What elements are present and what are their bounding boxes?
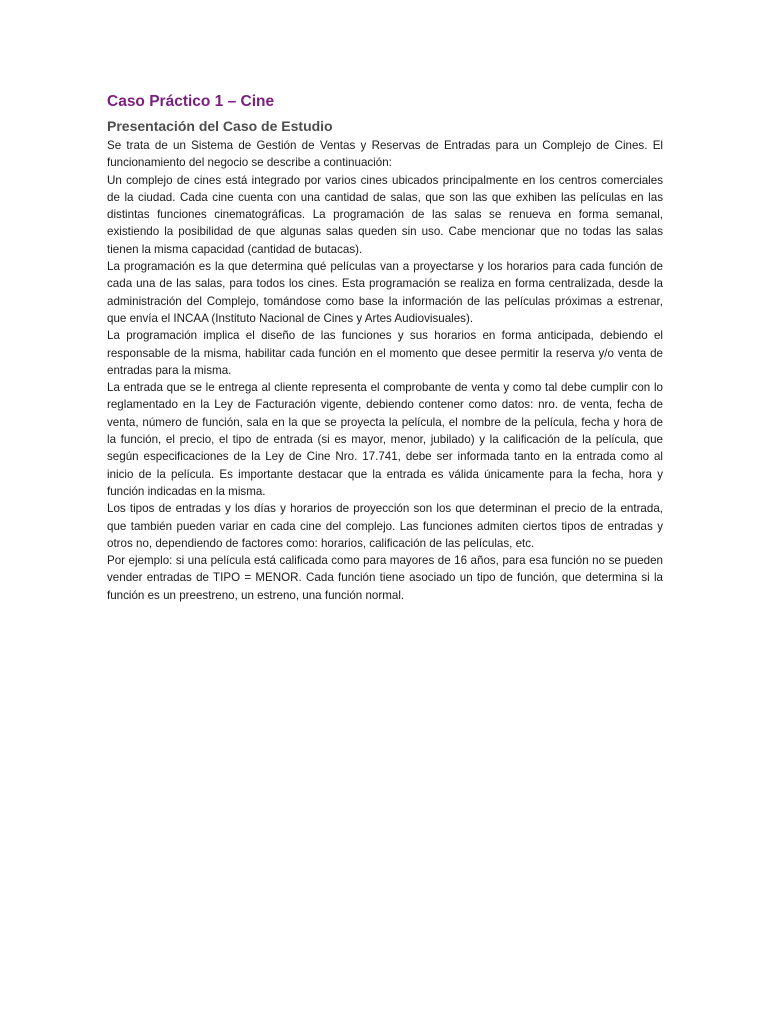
document-subtitle: Presentación del Caso de Estudio bbox=[107, 118, 333, 134]
paragraph-intro: Se trata de un Sistema de Gestión de Ventas y Reservas de Entradas para un Complejo de Cines. El funcionamiento del negocio se describe a continuación: bbox=[107, 139, 663, 170]
document-page bbox=[107, 92, 663, 604]
paragraph-diseno-funciones: La programación implica el diseño de las funciones y sus horarios en forma anticipada, debiendo el responsable de la misma, habilitar cada función en el momento que desee permitir la reserva y/o venta de entradas para la misma. bbox=[107, 329, 663, 377]
paragraph-programacion: La programación es la que determina qué películas van a proyectarse y los horarios para cada función de cada una de las salas, para todos los cines. Esta programación se realiza en forma centralizada, desde la administración del Complejo, tomándose como base la información de las películas próximas a estrenar, que envía el INCAA (Instituto Nacional de Cines y Artes Audiovisuales). bbox=[107, 260, 663, 325]
document-title: Caso Práctico 1 – Cine bbox=[107, 93, 275, 110]
paragraph-entrada: La entrada que se le entrega al cliente representa el comprobante de venta y como tal debe cumplir con lo reglamentado en la Ley de Facturación vigente, debiendo contener como datos: nro. de venta, fecha de venta, número de función, sala en la que se proyecta la película, el nombre de la película, fecha y hora de la función, el precio, el tipo de entrada (si es mayor, menor, jubilado) y la calificación de la película, que según especificaciones de la Ley de Cine Nro. 17.741, debe ser informada tanto en la entrada como al inicio de la película. Es importante destacar que la entrada es válida únicamente para la fecha, hora y función indicadas en la misma. bbox=[107, 381, 663, 498]
paragraph-ejemplo: Por ejemplo: si una película está calificada como para mayores de 16 años, para esa función no se pueden vender entradas de TIPO = MENOR. Cada función tiene asociado un tipo de función, que determina si la función es un preestreno, un estreno, una función normal. bbox=[107, 554, 663, 602]
paragraph-complejo: Un complejo de cines está integrado por varios cines ubicados principalmente en los centros comerciales de la ciudad. Cada cine cuenta con una cantidad de salas, que son las que exhiben las películas en las distintas funciones cinematográficas. La programación de las salas se renueva en forma semanal, existiendo la posibilidad de que algunas salas queden sin uso. Cabe mencionar que no todas las salas tienen la misma capacidad (cantidad de butacas). bbox=[107, 173, 663, 256]
paragraph-tipos-entradas: Los tipos de entradas y los días y horarios de proyección son los que determinan el precio de la entrada, que también pueden variar en cada cine del complejo. Las funciones admiten ciertos tipos de entradas y otros no, dependiendo de factores como: horarios, calificación de las películas, etc. bbox=[107, 502, 663, 550]
